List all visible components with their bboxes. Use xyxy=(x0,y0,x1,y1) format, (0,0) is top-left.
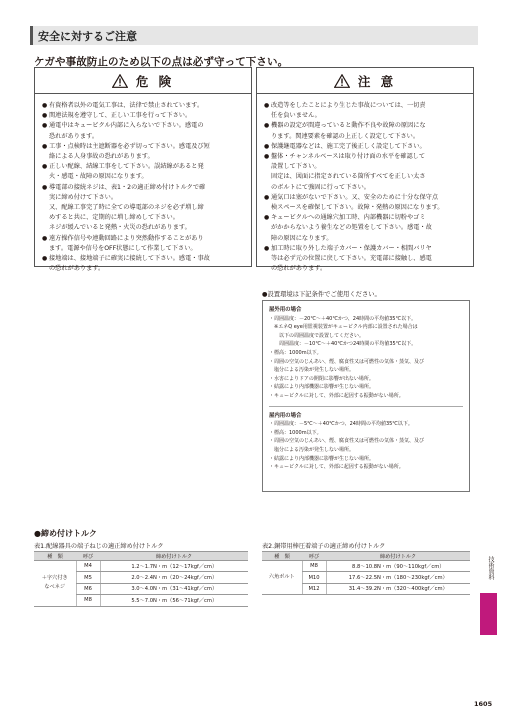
torque-cell: 8.8～10.8N・m（90～110kgf／cm） xyxy=(326,561,470,572)
danger-line: の恐れがあります。 xyxy=(49,265,105,273)
environment-note: ●設置環境は下記条件でご使用ください。 xyxy=(262,291,381,298)
caution-line: ● 改造等をしたことにより生じた事故については、一切責 xyxy=(264,101,469,111)
header-size: 呼び xyxy=(302,552,326,561)
danger-title: 危 険 xyxy=(135,73,175,89)
danger-line: ● 正しい配線、結線工事をして下さい。誤結線があると発 xyxy=(42,162,247,172)
condition-line: ・水害によりドアの開閉に影響が出ない場所。 xyxy=(269,375,374,382)
table2-caption: 表2.銅帯用棒圧着端子の適正締め付けトルク xyxy=(262,543,386,550)
header-torque: 締め付けトルク xyxy=(326,552,470,561)
danger-line: 実に締め付けて下さい。 xyxy=(49,193,118,201)
header-size: 呼び xyxy=(76,552,100,561)
table-header-row xyxy=(262,552,470,561)
indoor-heading: 屋内用の場合 xyxy=(269,412,302,419)
torque-cell: 31.4～39.2N・m（320～400kgf／cm） xyxy=(326,583,470,594)
table-header-row xyxy=(34,552,248,561)
caution-line: 検スペースを確保して下さい。故障・発熱の原因になります。 xyxy=(271,204,444,212)
danger-line: ● 導電部の接続ネジは、表1・2の適正締め付けトルクで確 xyxy=(42,183,247,193)
header-kind: 種 類 xyxy=(34,552,76,561)
condition-line: 周囲温度：－10℃～＋40℃かつ24時間の平均値35℃以下。 xyxy=(269,341,417,348)
danger-line: 又、配線工事完了時に全ての導電部のネジを必ず増し締 xyxy=(49,204,204,212)
danger-header xyxy=(35,68,251,94)
caution-line: ● 通気口は塞がないで下さい。又、安全のために十分な保守点 xyxy=(264,193,469,203)
condition-line: ・キュービクルに対して、外部に起因する振動がない場所。 xyxy=(269,392,404,399)
caution-line: ● 加工時に取り外した端子カバー・保護カバー・相間バリヤ xyxy=(264,244,469,254)
table-row xyxy=(34,561,248,572)
header-kind: 種 類 xyxy=(262,552,302,561)
page-number: 1605 xyxy=(474,700,493,708)
danger-line: 絡による人身事故の恐れがあります。 xyxy=(49,153,154,161)
torque-cell: 1.2～1.7N・m（12～17kgf／cm） xyxy=(100,561,248,572)
caution-box xyxy=(256,67,474,273)
caution-title: 注 意 xyxy=(357,73,397,89)
caution-line: のボルトにて強固に行って下さい。 xyxy=(271,183,370,191)
size-cell: M6 xyxy=(76,583,100,594)
danger-line: ネジが緩んでいると発熱・火災の恐れがあります。 xyxy=(49,224,191,232)
danger-line: ● 有資格者以外の電気工事は、法律で禁止されています。 xyxy=(42,101,247,111)
environment-box xyxy=(262,300,470,492)
condition-line: ・結露により内部機器に影響が生じない場所。 xyxy=(269,384,375,391)
torque-cell: 5.5～7.0N・m（56～71kgf／cm） xyxy=(100,595,248,606)
danger-line: 恐れがあります。 xyxy=(49,132,99,140)
caution-line: 設置して下さい。 xyxy=(271,163,321,171)
condition-line: ・キュービクルに対して、外部に起因する振動がない場所。 xyxy=(269,464,404,471)
size-cell: M5 xyxy=(76,572,100,583)
torque-cell: 2.0～2.4N・m（20～24kgf／cm） xyxy=(100,572,248,583)
danger-line: ます。電源や信号をOFF状態にして作業して下さい。 xyxy=(49,244,197,252)
side-label: 技術資料 xyxy=(487,556,494,580)
caution-line: の恐れがあります。 xyxy=(271,265,327,273)
caution-line: がかからないよう養生などの処置をして下さい。感電・故 xyxy=(271,224,432,232)
danger-list xyxy=(35,94,251,274)
table2 xyxy=(262,551,470,595)
caution-line: 固定は、図面に指定されている箇所すべてを正しい太さ xyxy=(271,173,426,181)
caution-line: 障の原因になります。 xyxy=(271,234,333,242)
table-row xyxy=(262,561,470,572)
danger-line: 火・感電・故障の原因になります。 xyxy=(49,173,148,181)
caution-line: ● 盤体・チャンネルベースは取り付け面の水平を確認して xyxy=(264,152,469,162)
condition-line: ・結露により内部機器に影響が生じない場所。 xyxy=(269,455,375,462)
condition-line: ・標高：1000m以下。 xyxy=(269,429,322,436)
table1-caption: 表1.配線器具の端子ねじの適正締め付けトルク xyxy=(34,543,164,550)
section-title-bar xyxy=(30,26,478,45)
danger-line: ● 接地端は、接地端子に確実に接続して下さい。感電・事故 xyxy=(42,254,247,264)
condition-line: ・周囲の空気のじんあい、煙、腐食性又は可燃性の気体・蒸気、及び xyxy=(269,438,425,445)
caution-line: ● 機器の設定が間違っていると動作不良や故障の原因にな xyxy=(264,121,469,131)
section-title: 安全に対するご注意 xyxy=(38,30,137,43)
caution-list xyxy=(257,94,473,274)
torque-heading: ●締め付けトルク xyxy=(34,529,97,538)
condition-line: ・標高：1000m以下。 xyxy=(269,349,322,356)
caution-line: 等は必ず元の位置に戻して下さい。充電部に接触し、感電 xyxy=(271,255,432,263)
caution-line: ります。関連要素を確認の上正しく設定して下さい。 xyxy=(271,132,420,140)
header-torque: 締め付けトルク xyxy=(100,552,248,561)
caution-line: 任を負いません。 xyxy=(271,112,321,120)
condition-line: ・周囲温度：－20℃～＋40℃かつ、24時間の平均値35℃以下。 xyxy=(269,315,417,322)
size-cell: M4 xyxy=(76,561,100,572)
intro-text: ケガや事故防止のため以下の点は必ず守って下さい。 xyxy=(34,56,289,68)
danger-line: ● 遠方操作信号や連動回路により突然動作することがあり xyxy=(42,234,247,244)
danger-line: めすると共に、定期的に増し締めして下さい。 xyxy=(49,214,179,222)
danger-line: ● 関連法規を遵守して、正しい工事を行って下さい。 xyxy=(42,111,247,121)
danger-box xyxy=(34,67,252,273)
condition-line: ・周囲の空気のじんあい、煙、腐食性又は可燃性の気体・蒸気、及び xyxy=(269,358,425,365)
caution-line: ● キュービクルへの通線穴加工時、内部機器に切粉やゴミ xyxy=(264,213,469,223)
outdoor-conditions xyxy=(269,306,463,401)
warning-triangle-icon xyxy=(112,74,128,88)
warning-triangle-icon xyxy=(334,74,350,88)
condition-line: 塩分による汚染が発生しない場所。 xyxy=(269,367,355,374)
torque-cell: 17.6～22.5N・m（180～230kgf／cm） xyxy=(326,572,470,583)
size-cell: M8 xyxy=(302,561,326,572)
size-cell: M10 xyxy=(302,572,326,583)
divider xyxy=(269,406,463,407)
condition-line: 塩分による汚染が発生しない場所。 xyxy=(269,446,355,453)
size-cell: M12 xyxy=(302,583,326,594)
danger-line: ● 通電中はキュービクル内部に入らないで下さい。感電の xyxy=(42,121,247,131)
condition-line: ・周囲温度：－5℃～＋40℃かつ、24時間の平均値35℃以下。 xyxy=(269,421,413,428)
section-tab-marker xyxy=(480,593,497,635)
danger-line: ● 工事・点検時は主遮断器を必ず切って下さい。感電及び短 xyxy=(42,142,247,152)
size-cell: M8 xyxy=(76,595,100,606)
caution-header xyxy=(257,68,473,94)
outdoor-heading: 屋外用の場合 xyxy=(269,307,302,313)
torque-cell: 3.0～4.0N・m（31～41kgf／cm） xyxy=(100,583,248,594)
condition-line: ※エネQ eye用監視装置がキュービクル内部に設置された場合は xyxy=(269,324,418,331)
kind-cell: 六角ボルト xyxy=(262,561,302,595)
condition-line: 以下の周囲温度で設置してください。 xyxy=(269,332,365,339)
kind-cell: ＋字穴付き なべネジ xyxy=(34,561,76,607)
table1 xyxy=(34,551,248,607)
caution-line: ● 保護継電器などは、施工完了後正しく設定して下さい。 xyxy=(264,142,469,152)
indoor-conditions xyxy=(269,412,463,472)
